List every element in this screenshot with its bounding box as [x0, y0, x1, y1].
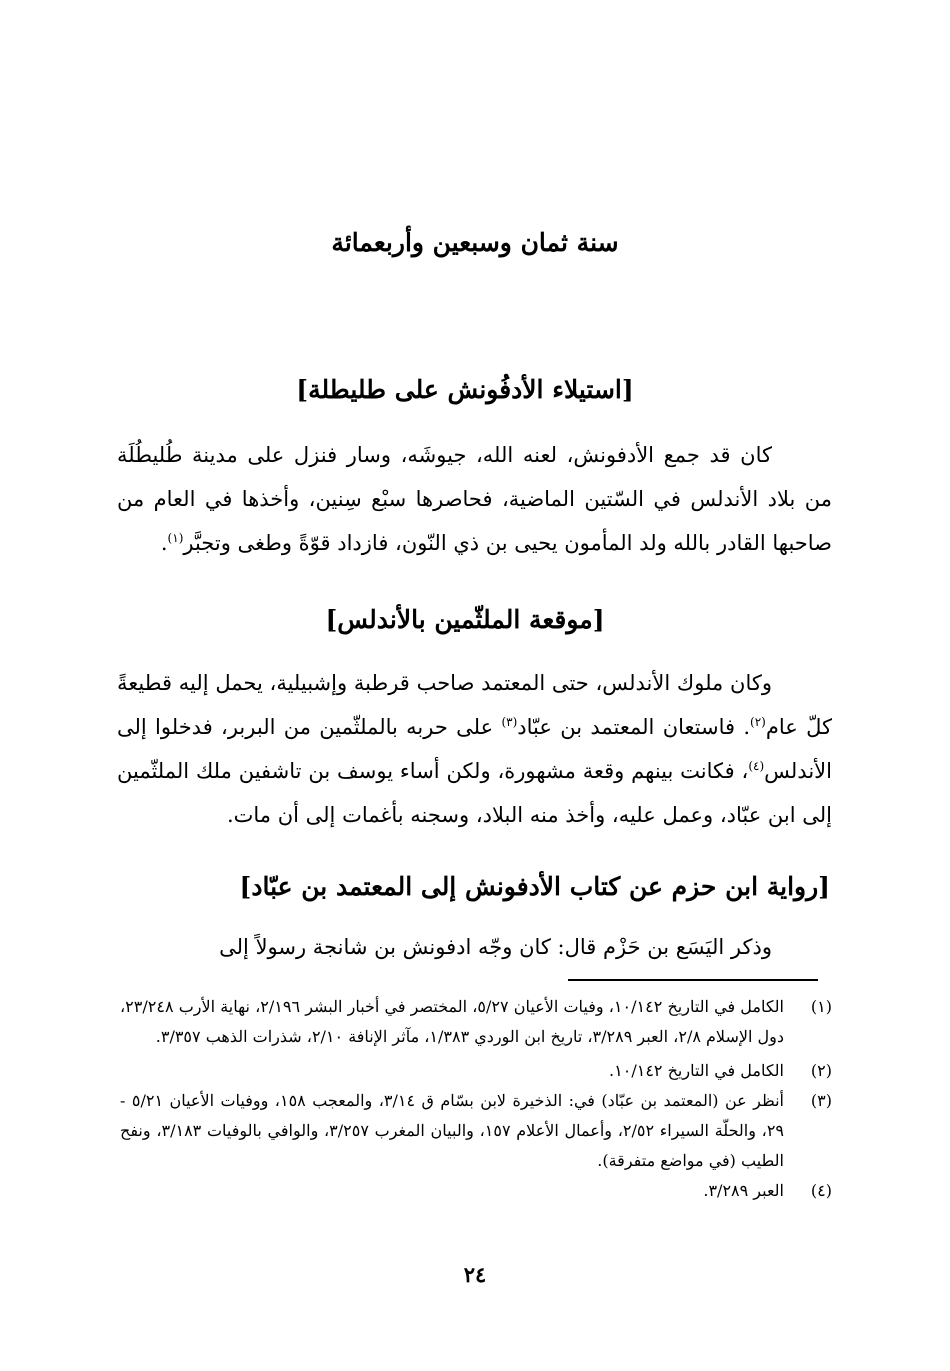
section-heading-ibn-hazm: [رواية ابن حزم عن كتاب الأدفونش إلى المعتمد بن عبّاد]: [239, 872, 830, 901]
footnote-text: الكامل في التاريخ ١٠/١٤٢، وفيات الأعيان ٥/٢٧، المختصر في أخبار البشر ٢/١٩٦، نهاية الأرب ٢٣/٢٤٨، دول الإسلام ٢/٨، العبر ٣/٢٨٩، تاريخ ابن الوردي ١/٣٨٣، مآثر الإنافة ٢/١٠، شذرات الذهب ٣/٣٥٧.: [120, 997, 784, 1046]
footnote-ref: (٤): [748, 759, 765, 773]
footnote-ref: (١): [167, 531, 184, 545]
footnote-number: (٣): [810, 1091, 832, 1110]
paragraph-text: . فاستعان المعتمد بن عبّاد: [517, 715, 751, 739]
paragraph-text: وكان ملوك الأندلس، حتى المعتمد صاحب قرطبة وإشبيلية، يحمل إليه قطيعةً كلّ عام: [117, 671, 832, 739]
footnote-text: العبر ٣/٢٨٩.: [703, 1181, 784, 1200]
paragraph-text: وذكر اليَسَع بن حَزْم قال: كان وجّه ادفونش بن شانجة رسولاً إلى: [219, 935, 772, 959]
footnote: [120, 1176, 832, 1206]
paragraph-battle: [117, 661, 832, 837]
paragraph-text: كان قد جمع الأدفونش، لعنه الله، جيوشَه، وسار فنزل على مدينة طُليطُلَة من بلاد الأندلس في السّتين الماضية، فحاصرها سبْع سِنين، وأخذها في العام من صاحبها القادر بالله ولد المأمون يحيى بن ذي النّون، فازداد قوّةً وطغى وتجبَّر: [117, 443, 832, 555]
page-number: ٢٤: [463, 1262, 487, 1287]
section-heading-battle: [موقعة الملثّمين بالأندلس]: [325, 605, 605, 634]
paragraph-text: ، فكانت بينهم وقعة مشهورة، ولكن أساء يوسف بن تاشفين ملك الملثّمين إلى ابن عبّاد، وعمل عليه، وأخذ منه البلاد، وسجنه بأغمات إلى أن مات.: [117, 759, 832, 827]
footnote-number: (٢): [810, 1061, 832, 1080]
paragraph-ibn-hazm: [117, 925, 832, 969]
section-heading-toledo: [استيلاء الأدفُونش على طليطلة]: [296, 375, 634, 404]
footnote-text: الكامل في التاريخ ١٠/١٤٢.: [609, 1061, 784, 1080]
footnote-ref: (٣): [501, 715, 518, 729]
footnote: [120, 992, 832, 1052]
footnote-number: (٤): [810, 1181, 832, 1200]
footnote: [120, 1086, 832, 1176]
footnote-divider: [568, 979, 818, 981]
paragraph-toledo: [117, 433, 832, 565]
footnotes: [120, 992, 832, 1206]
paragraph-text: على حربه بالملثّمين من البربر، فدخلوا إلى الأندلس: [117, 715, 832, 783]
footnote-ref: (٢): [750, 715, 766, 729]
year-title: سنة ثمان وسبعين وأربعمائة: [331, 228, 619, 257]
footnote-number: (١): [810, 997, 832, 1016]
paragraph-end: .: [160, 531, 168, 555]
footnote-text: أنظر عن (المعتمد بن عبّاد) في: الذخيرة لابن بسّام ق ٣/١٤، والمعجب ١٥٨، ووفيات الأعيان ٥/٢١ - ٢٩، والحلّة السيراء ٢/٥٢، وأعمال الأعلام ١٥٧، والبيان المغرب ٣/٢٥٧، والوافي بالوفيات ٣/١٨٣، ونفح الطيب (في مواضع متفرقة).: [120, 1091, 785, 1170]
footnote: [120, 1056, 832, 1086]
